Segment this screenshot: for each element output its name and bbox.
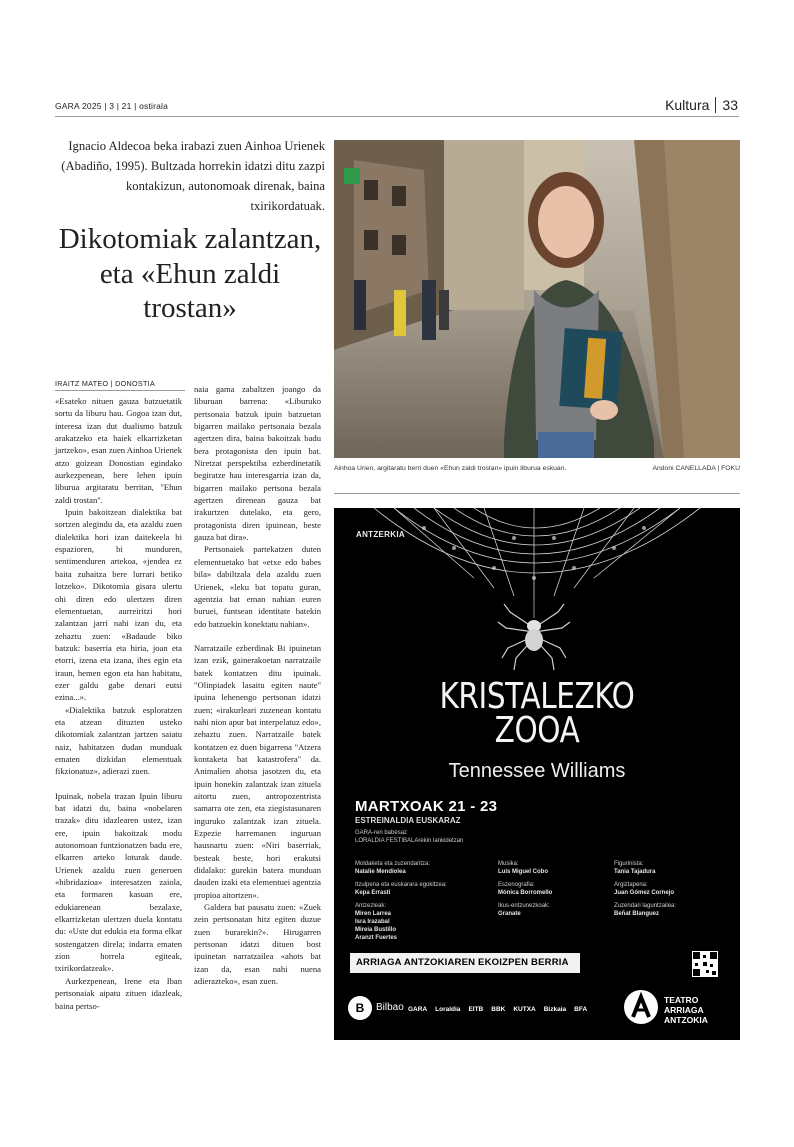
intro-text: Ignacio Aldecoa beka irabazi zuen Ainhoa Urienek (Abadiño, 1995). Bultzada horrekin idatzi ditu zazpi kontakizun, autonomoak direnak, baina txirikordatuak. bbox=[61, 139, 325, 213]
ad-title-line-2: ZOOA bbox=[494, 710, 580, 751]
credit-entry bbox=[355, 881, 447, 897]
ad-credits-column-3 bbox=[614, 860, 676, 923]
credit-name: Beñat Blanguez bbox=[614, 911, 660, 917]
credit-entry bbox=[498, 902, 552, 918]
bilbao-logo: B bbox=[348, 996, 372, 1020]
photo-caption-text: Ainhoa Urien, argitaratu berri duen «Ehun zaldi trostan» ipuin liburua eskuan. bbox=[334, 465, 567, 472]
byline: IRAITZ MATEO | DONOSTIA bbox=[55, 379, 156, 388]
article-column-2 bbox=[194, 383, 321, 988]
ad-play-title bbox=[371, 676, 704, 751]
arriaga-a-logo bbox=[624, 990, 658, 1024]
credit-name: Kepa Errasti bbox=[355, 890, 391, 896]
page-header-right bbox=[665, 97, 738, 113]
ad-title-line-1: KRISTALEZKO bbox=[439, 676, 635, 717]
ad-partners: GARA-ren babesaz LORALDIA FESTIBALArekin lankidetzan bbox=[355, 830, 464, 844]
article-photo bbox=[334, 140, 740, 458]
header-separator bbox=[715, 97, 716, 113]
arriaga-wordmark bbox=[664, 995, 708, 1025]
credit-name: Granate bbox=[498, 911, 521, 917]
credit-entry bbox=[498, 881, 552, 897]
credit-role: Musika: bbox=[498, 861, 519, 867]
sponsor-logos bbox=[408, 1006, 587, 1013]
credit-entry bbox=[498, 860, 552, 876]
qr-code-icon[interactable] bbox=[692, 951, 718, 977]
credit-entry bbox=[355, 902, 447, 942]
paragraph: Narratzaile ezberdinak Bi ipuinetan izan ezik, gainerakoetan narratzaile batek kontatzen ditu ipuinak. "Olinpiadek lasaitu egiten naute" ipuina lehenengo pertsonan idatzi zuen; «irakurleari zuzenean kontatu nahi nion apur bat interpelatuz edo», zehaztu zuen. Narratzaile batek kontatzen ez duen bigarrena "Atzera kontaketa bat katastrofera" da. Animalien ahotsa jasotzen du, eta ipuin honekin zalantzak izan zituela aitortu zuen, antropozentrista samarra ote zen, eta ziegistasunaren inguruko zalantzak izan zituela. Ezpezie harremanen inguruan hausnartu zuen: «Niri baserriak, besteak beste, hori erakutsi didalako: gurekin batera munduan dauden izaki eta elementuei agentzia propioa aitortzen». bbox=[194, 642, 321, 900]
credit-role: Ikus-entzunezkoak: bbox=[498, 903, 550, 909]
credit-entry bbox=[355, 860, 447, 876]
ad-author: Tennessee Williams bbox=[448, 760, 626, 782]
credit-name: Natalie Mendiolea bbox=[355, 869, 406, 875]
credit-role: Figurinista: bbox=[614, 861, 644, 867]
arriaga-line-1: TEATRO bbox=[664, 995, 699, 1005]
credit-role: Itzulpena eta euskarara egokitzea: bbox=[355, 882, 447, 888]
sponsor-logo: EITB bbox=[468, 1006, 484, 1013]
credit-name: Luis Miguel Cobo bbox=[498, 869, 548, 875]
credit-entry bbox=[614, 881, 676, 897]
theatre-advertisement[interactable] bbox=[334, 508, 740, 1040]
ad-credits-column-1 bbox=[355, 860, 447, 947]
page-header-left: GARA 2025 | 3 | 21 | ostirala bbox=[55, 101, 169, 111]
paragraph: «Dialektika batzuk esploratzen eta atzean dituzten usteko dikotomiak zalantzan jartzen saiatu naiz, habitatzen dudan munduak ematen dizkidan elementuak fikzionatuz», adierazi zuen. bbox=[55, 704, 182, 777]
paragraph: naia gama zabaltzen joango da liburuan barrena: «Liburuko pertsonaia batzuk ipuin batzuetan bigarren mailako pertsonaia bezala agertzen dira, baina bakoitzak badu bera protagonista den ipuin bat. Niretzat perspektiba ezberdinetatik begiratze hau interesgarria izan da, bigarren mailako pertsona bezala agertzen direnean gauza bat irakurtzen dutelako, eta gero, protagonista diren ipuinean, beste gauza bat dira». bbox=[194, 384, 321, 543]
photo-illustration bbox=[334, 140, 740, 458]
byline-rule bbox=[55, 390, 185, 391]
page-number: 33 bbox=[722, 97, 738, 113]
ad-dates: MARTXOAK 21 - 23 bbox=[355, 798, 498, 815]
ad-premiere-label: ESTREINALDIA EUSKARAZ bbox=[355, 816, 461, 825]
credit-entry bbox=[614, 860, 676, 876]
credit-name: Mónica Borromello bbox=[498, 890, 553, 896]
credit-role: Zuzendari laguntzailea: bbox=[614, 903, 677, 909]
photo-credit: Andoni CANELLADA | FOKU bbox=[652, 465, 740, 472]
article-column-1 bbox=[55, 395, 182, 1012]
credit-name: Miren Larrea Isra Irazabal Mireia Bustillo Aranzt Fuertes bbox=[355, 911, 398, 941]
paragraph: Ipuinak, nobela trazan Ipuin liburu bat idatzi du, baina «nobelaren trazak» ditu idazlearen ustez, izan ere, ipuin bakoitzak modu autonomoan funtzionatzen badu ere, elkarren arteko loturak daude. Urienek azaldu zuen generoen «hibridazioa» interesatzen zaiola, eta formaren kasuan ere, edukiarenean bezalaxe, elkarrizketan ulertzen duela kontatu du: «Uste dut edukia eta forma elkar sostengatzen direla; indarra ematen zion horrela egiteak, txirikordatzeak». bbox=[55, 790, 182, 974]
paragraph: Pertsonaiek partekatzen duten elementuetako bat «etxe edo babes bila» dabiltzala dela azaldu zuen Urienek, «leku bat topatu guran, agentzia bat eman nahian euren buruei, funtsean identitate batekin edo batzuekin konektatu nahian». bbox=[194, 544, 321, 629]
sponsor-logo: KUTXA bbox=[513, 1006, 536, 1013]
ad-category-tag: ANTZERKIA bbox=[356, 530, 405, 539]
paragraph: Aurkezpenean, Irene eta Iban pertsonaiak aipatu zituen idazleak, baina pertso- bbox=[55, 975, 182, 1011]
arriaga-a-icon bbox=[624, 990, 658, 1024]
section-name: Kultura bbox=[665, 97, 710, 113]
credit-name: Juan Gómez Cornejo bbox=[614, 890, 675, 896]
arriaga-line-3: ANTZOKIA bbox=[664, 1015, 708, 1025]
sponsor-logo: BBK bbox=[491, 1006, 506, 1013]
paragraph: Galdera bat pausatu zuen: «Zuek zein pertsonatan hitz egiten duzue zuen burarekin?». Hirugarren pertsonan idatzi dituen bost ipuinetan narratzailea «ahots bat izan da, esan nahi nuena adierazteko», esan zuen. bbox=[194, 902, 321, 987]
ad-production-bar: ARRIAGA ANTZOKIAREN EKOIZPEN BERRIA bbox=[350, 953, 580, 973]
credit-role: Moldaketa eta zuzendaritza: bbox=[355, 861, 431, 867]
ad-credits-column-2 bbox=[498, 860, 552, 923]
paragraph: «Esateko nituen gauza batzuetatik sortu da liburu hau. Gogoa izan dut, interesa izan dut dualismo batzuk arakatzeko eta haiek elkarrizketan jartzeko», esan zuen Ainhoa Urienek atzo goizean Donostian egindako aurkezpenean, bere lehen ipuin liburua argitaratu berritan, "Ehun zaldi trostan". bbox=[55, 396, 182, 505]
photo-rule bbox=[334, 493, 740, 494]
credit-name: Tania Tajadura bbox=[614, 869, 656, 875]
credit-role: Eszenografia: bbox=[498, 882, 535, 888]
credit-role: Antzezleak: bbox=[355, 903, 387, 909]
header-rule bbox=[55, 116, 739, 117]
bilbao-wordmark: Bilbao bbox=[376, 1002, 404, 1013]
paragraph: Ipuin bakoitzean dialektika bat sortzen alegindu da, eta azaldu zuen dialektika hori izan daitekeela bi espazioren, bi munduren, sentimenduren artekoa, «jendea ez baita zuhaitza bere lurrari betiko lotzeko». Dikotomia gisara ulertu ohi diren edo ulertzen diren elementuetan, aurreiritzi hori zalantzan jarri nahi izan du, eta zehaztu zuen: «Badaude biko batzuk: baserria eta hiria, joan eta etorri, izena eta izana, ihes egin eta iraun, hemen egon eta han habitatu, ezer galdu gabe denari eutsi ezina...». bbox=[55, 507, 182, 703]
credit-role: Argiztapena: bbox=[614, 882, 648, 888]
sponsor-logo: BFA bbox=[574, 1006, 588, 1013]
arriaga-line-2: ARRIAGA bbox=[664, 1005, 704, 1015]
photo-caption bbox=[334, 465, 740, 472]
sponsor-logo: GARA bbox=[408, 1006, 428, 1013]
headline: Dikotomiak zalantzan, eta «Ehun zaldi trostan» bbox=[58, 223, 322, 324]
credit-entry bbox=[614, 902, 676, 918]
sponsor-logo: Bizkaia bbox=[543, 1006, 567, 1013]
sponsor-logo: Loraldia bbox=[435, 1006, 461, 1013]
qr-code-graphic bbox=[692, 951, 718, 977]
